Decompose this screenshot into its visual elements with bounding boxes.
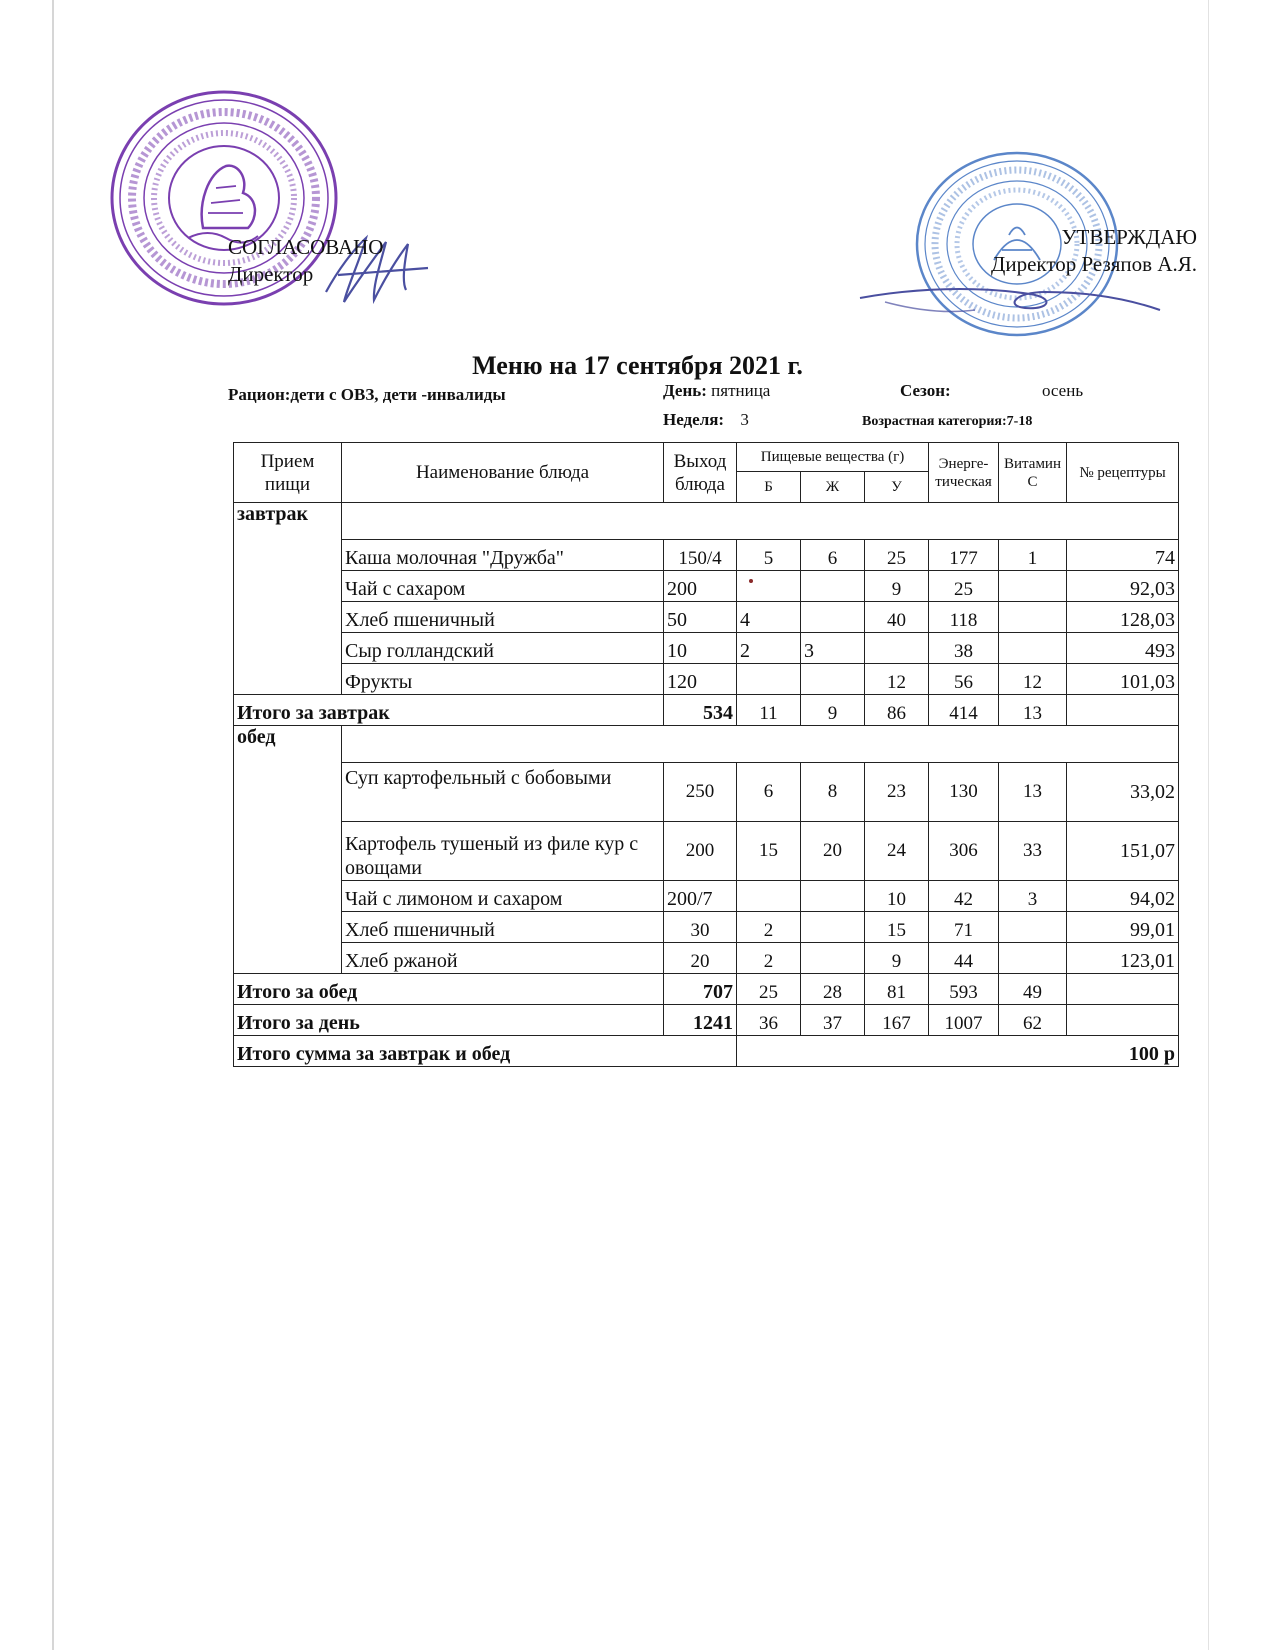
recipe-cell: 101,03 bbox=[1067, 664, 1179, 695]
total-label: Итого за обед bbox=[234, 974, 664, 1005]
table-row bbox=[234, 881, 1179, 912]
carbs-cell: 9 bbox=[865, 571, 929, 602]
age-field: Возрастная категория:7-18 bbox=[862, 414, 1033, 429]
protein-cell: 5 bbox=[737, 540, 801, 571]
approval-title: СОГЛАСОВАНО bbox=[228, 235, 384, 259]
dish-name: Суп картофельный с бобовыми bbox=[342, 763, 664, 822]
day-field: День: пятница bbox=[663, 381, 771, 400]
scan-edge bbox=[52, 0, 54, 1650]
header-fat: Ж bbox=[801, 472, 865, 503]
total-recipe-empty bbox=[1067, 695, 1179, 726]
total-energy: 593 bbox=[929, 974, 999, 1005]
fat-cell: 3 bbox=[801, 633, 865, 664]
table-row bbox=[234, 763, 1179, 822]
recipe-cell: 128,03 bbox=[1067, 602, 1179, 633]
header-vitamin: Витамин С bbox=[999, 443, 1067, 503]
fat-cell bbox=[801, 602, 865, 633]
approval-block-left bbox=[228, 234, 383, 288]
total-fat: 28 bbox=[801, 974, 865, 1005]
carbs-cell: 24 bbox=[865, 822, 929, 881]
protein-cell: 15 bbox=[737, 822, 801, 881]
carbs-cell: 40 bbox=[865, 602, 929, 633]
total-energy: 414 bbox=[929, 695, 999, 726]
section-row bbox=[234, 726, 1179, 763]
section-spacer bbox=[342, 726, 1179, 763]
fat-cell: 6 bbox=[801, 540, 865, 571]
total-row bbox=[234, 695, 1179, 726]
approval-role: Директор bbox=[228, 262, 314, 286]
table-row bbox=[234, 912, 1179, 943]
table-row bbox=[234, 633, 1179, 664]
approval-title: УТВЕРЖДАЮ bbox=[1061, 225, 1197, 249]
table-row bbox=[234, 664, 1179, 695]
carbs-cell: 23 bbox=[865, 763, 929, 822]
vitamin-cell bbox=[999, 602, 1067, 633]
season-value: осень bbox=[1042, 381, 1084, 400]
day-value: пятница bbox=[711, 381, 771, 400]
vitamin-cell: 33 bbox=[999, 822, 1067, 881]
vitamin-cell bbox=[999, 633, 1067, 664]
menu-table bbox=[233, 442, 1179, 1067]
dish-name: Хлеб пшеничный bbox=[342, 602, 664, 633]
table-row bbox=[234, 540, 1179, 571]
fat-cell bbox=[801, 881, 865, 912]
dish-name: Чай с сахаром bbox=[342, 571, 664, 602]
day-total-carbs: 167 bbox=[865, 1005, 929, 1036]
fat-cell bbox=[801, 943, 865, 974]
header-carbs: У bbox=[865, 472, 929, 503]
total-carbs: 86 bbox=[865, 695, 929, 726]
table-row bbox=[234, 943, 1179, 974]
total-recipe-empty bbox=[1067, 974, 1179, 1005]
vitamin-cell: 13 bbox=[999, 763, 1067, 822]
recipe-cell: 92,03 bbox=[1067, 571, 1179, 602]
carbs-cell: 9 bbox=[865, 943, 929, 974]
vitamin-cell bbox=[999, 571, 1067, 602]
vitamin-cell: 12 bbox=[999, 664, 1067, 695]
energy-cell: 38 bbox=[929, 633, 999, 664]
ink-speck bbox=[749, 579, 753, 583]
carbs-cell: 12 bbox=[865, 664, 929, 695]
sum-total-row bbox=[234, 1036, 1179, 1067]
document-title: Меню на 17 сентября 2021 г. bbox=[472, 351, 803, 380]
protein-cell bbox=[737, 571, 801, 602]
table-row bbox=[234, 822, 1179, 881]
section-row bbox=[234, 503, 1179, 540]
recipe-cell: 74 bbox=[1067, 540, 1179, 571]
energy-cell: 42 bbox=[929, 881, 999, 912]
dish-name: Каша молочная "Дружба" bbox=[342, 540, 664, 571]
protein-cell: 4 bbox=[737, 602, 801, 633]
recipe-cell: 493 bbox=[1067, 633, 1179, 664]
approval-role: Директор Резяпов А.Я. bbox=[991, 252, 1197, 276]
table-row bbox=[234, 571, 1179, 602]
header-yield: Выход блюда bbox=[664, 443, 737, 503]
dish-name: Фрукты bbox=[342, 664, 664, 695]
total-vitamin: 13 bbox=[999, 695, 1067, 726]
day-total-fat: 37 bbox=[801, 1005, 865, 1036]
recipe-cell: 123,01 bbox=[1067, 943, 1179, 974]
scan-edge bbox=[1208, 0, 1209, 1650]
total-yield: 534 bbox=[664, 695, 737, 726]
total-protein: 11 bbox=[737, 695, 801, 726]
section-label-breakfast: завтрак bbox=[234, 503, 342, 695]
total-row bbox=[234, 974, 1179, 1005]
energy-cell: 25 bbox=[929, 571, 999, 602]
recipe-cell: 33,02 bbox=[1067, 763, 1179, 822]
fat-cell bbox=[801, 664, 865, 695]
energy-cell: 44 bbox=[929, 943, 999, 974]
yield-cell: 200/7 bbox=[664, 881, 737, 912]
total-vitamin: 49 bbox=[999, 974, 1067, 1005]
day-total-vitamin: 62 bbox=[999, 1005, 1067, 1036]
total-yield: 707 bbox=[664, 974, 737, 1005]
ration-label: Рацион:дети с ОВЗ, дети -инвалиды bbox=[228, 385, 506, 404]
dish-name: Чай с лимоном и сахаром bbox=[342, 881, 664, 912]
day-total-label: Итого за день bbox=[234, 1005, 664, 1036]
yield-cell: 50 bbox=[664, 602, 737, 633]
total-fat: 9 bbox=[801, 695, 865, 726]
energy-cell: 177 bbox=[929, 540, 999, 571]
section-spacer bbox=[342, 503, 1179, 540]
yield-cell: 150/4 bbox=[664, 540, 737, 571]
recipe-cell: 94,02 bbox=[1067, 881, 1179, 912]
sum-total-label: Итого сумма за завтрак и обед bbox=[234, 1036, 737, 1067]
header-dish: Наименование блюда bbox=[342, 443, 664, 503]
energy-cell: 56 bbox=[929, 664, 999, 695]
total-label: Итого за завтрак bbox=[234, 695, 664, 726]
carbs-cell: 10 bbox=[865, 881, 929, 912]
protein-cell: 2 bbox=[737, 633, 801, 664]
protein-cell: 2 bbox=[737, 912, 801, 943]
week-value: 3 bbox=[740, 410, 749, 429]
yield-cell: 200 bbox=[664, 822, 737, 881]
header-nutrients: Пищевые вещества (г) bbox=[737, 443, 929, 472]
header-row bbox=[234, 443, 1179, 472]
yield-cell: 120 bbox=[664, 664, 737, 695]
energy-cell: 118 bbox=[929, 602, 999, 633]
fat-cell: 20 bbox=[801, 822, 865, 881]
header-energy: Энерге-тическая bbox=[929, 443, 999, 503]
energy-cell: 130 bbox=[929, 763, 999, 822]
protein-cell bbox=[737, 664, 801, 695]
recipe-cell: 99,01 bbox=[1067, 912, 1179, 943]
yield-cell: 20 bbox=[664, 943, 737, 974]
total-protein: 25 bbox=[737, 974, 801, 1005]
protein-cell: 6 bbox=[737, 763, 801, 822]
day-total-protein: 36 bbox=[737, 1005, 801, 1036]
vitamin-cell bbox=[999, 912, 1067, 943]
day-total-recipe-empty bbox=[1067, 1005, 1179, 1036]
carbs-cell bbox=[865, 633, 929, 664]
dish-name: Сыр голландский bbox=[342, 633, 664, 664]
protein-cell: 2 bbox=[737, 943, 801, 974]
day-total-row bbox=[234, 1005, 1179, 1036]
header-meal: Прием пищи bbox=[234, 443, 342, 503]
table-row bbox=[234, 602, 1179, 633]
signature bbox=[855, 280, 1165, 330]
week-field: Неделя: 3 bbox=[663, 410, 749, 429]
protein-cell bbox=[737, 881, 801, 912]
approval-block-right bbox=[991, 224, 1197, 278]
vitamin-cell: 3 bbox=[999, 881, 1067, 912]
recipe-cell: 151,07 bbox=[1067, 822, 1179, 881]
energy-cell: 306 bbox=[929, 822, 999, 881]
header-recipe: № рецептуры bbox=[1067, 443, 1179, 503]
yield-cell: 10 bbox=[664, 633, 737, 664]
dish-name: Хлеб пшеничный bbox=[342, 912, 664, 943]
header-protein: Б bbox=[737, 472, 801, 503]
day-total-energy: 1007 bbox=[929, 1005, 999, 1036]
season-field: Сезон: bbox=[900, 381, 951, 400]
fat-cell bbox=[801, 912, 865, 943]
section-label-lunch: обед bbox=[234, 726, 342, 974]
vitamin-cell: 1 bbox=[999, 540, 1067, 571]
total-carbs: 81 bbox=[865, 974, 929, 1005]
yield-cell: 30 bbox=[664, 912, 737, 943]
yield-cell: 200 bbox=[664, 571, 737, 602]
carbs-cell: 25 bbox=[865, 540, 929, 571]
vitamin-cell bbox=[999, 943, 1067, 974]
yield-cell: 250 bbox=[664, 763, 737, 822]
carbs-cell: 15 bbox=[865, 912, 929, 943]
sum-total-value: 100 р bbox=[737, 1036, 1179, 1067]
fat-cell: 8 bbox=[801, 763, 865, 822]
day-total-yield: 1241 bbox=[664, 1005, 737, 1036]
dish-name: Хлеб ржаной bbox=[342, 943, 664, 974]
energy-cell: 71 bbox=[929, 912, 999, 943]
dish-name: Картофель тушеный из филе кур с овощами bbox=[342, 822, 664, 881]
fat-cell bbox=[801, 571, 865, 602]
